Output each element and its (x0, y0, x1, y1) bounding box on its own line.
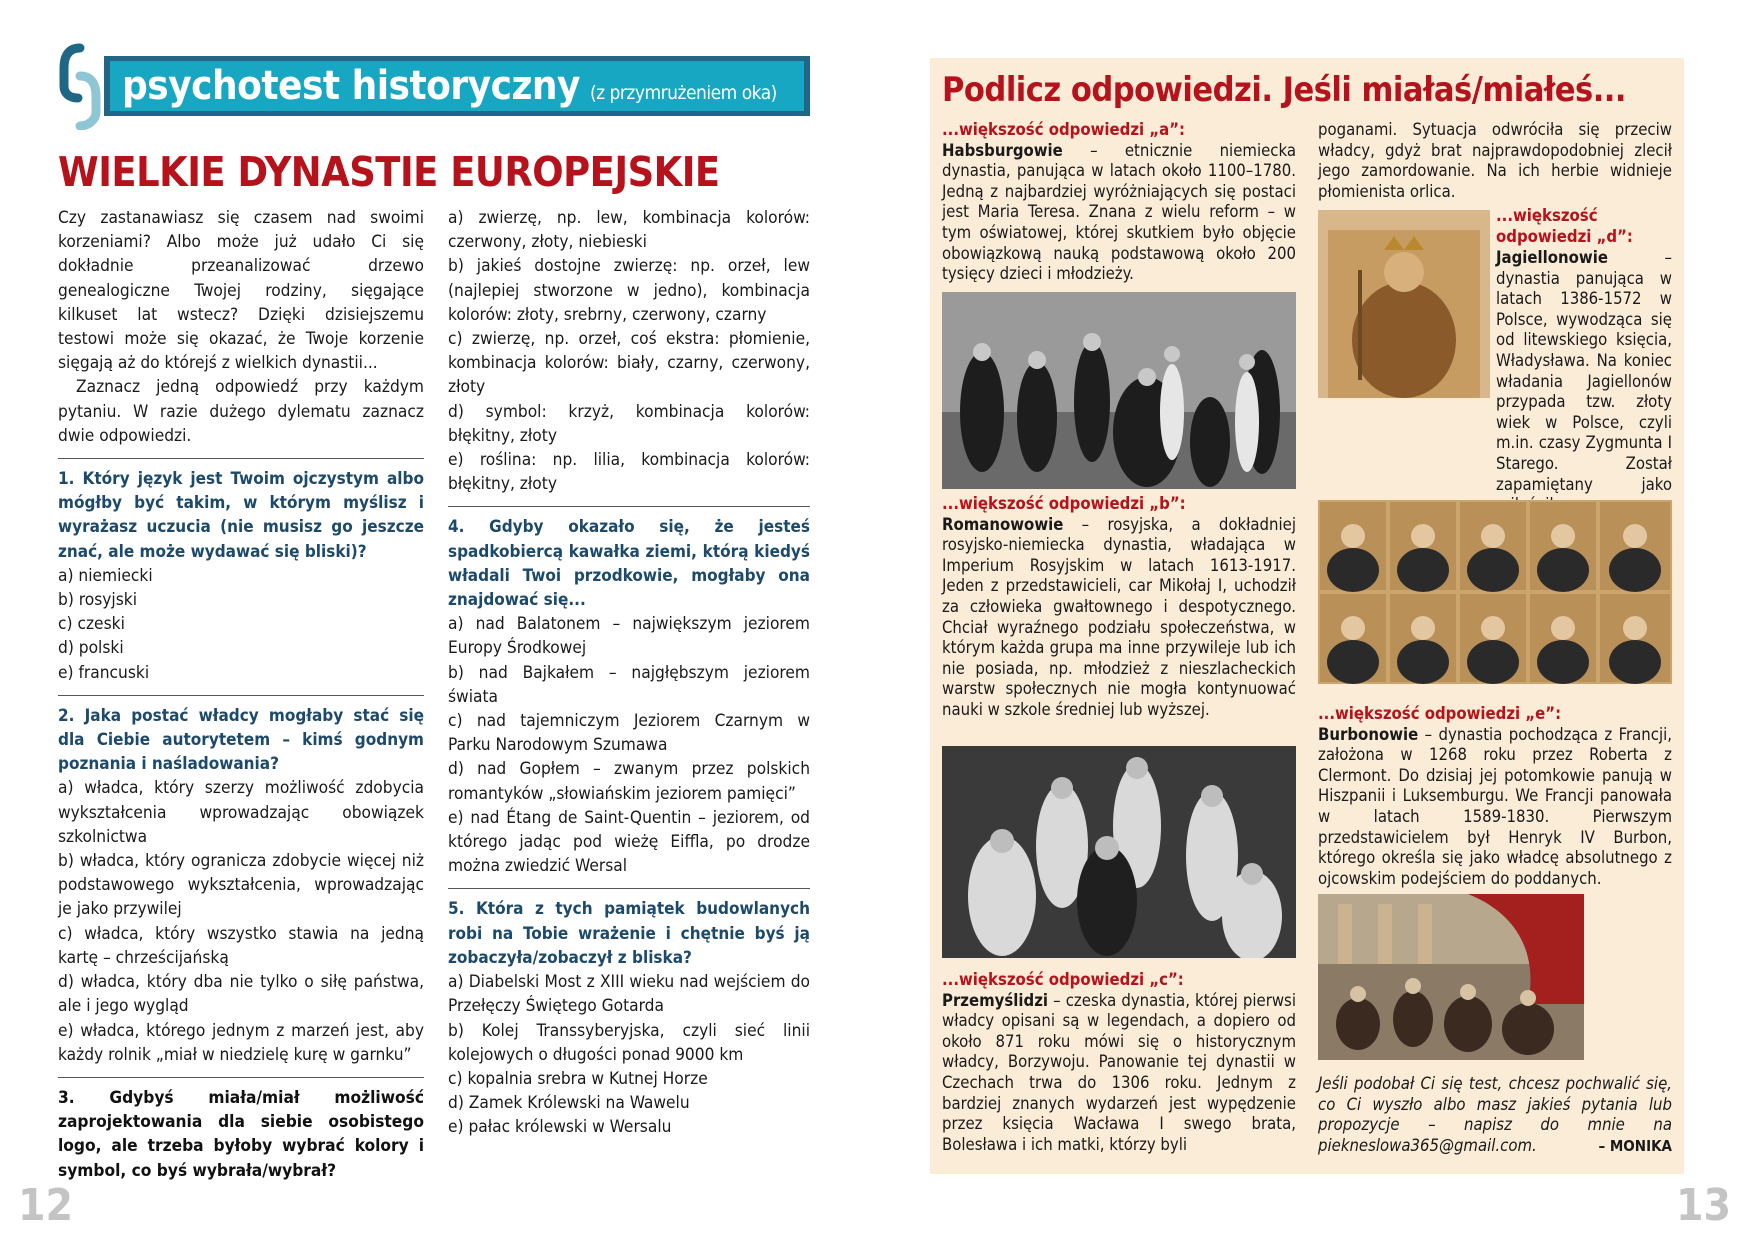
q1-answer-e: e) francuski (58, 662, 150, 683)
q3-answer-e: e) roślina: np. lilia, kombinacja kolorów: błękitny, złoty (448, 450, 810, 495)
answer-e-heading: ...większość odpowiedzi „e”: (1318, 704, 1562, 723)
dynasty-romanov: Romanowowie (942, 514, 1064, 534)
q4-answer-a: a) nad Balatonem – największym jeziorem Europy Środkowej (448, 614, 810, 659)
page-title: WIELKIE DYNASTIE EUROPEJSKIE (58, 148, 720, 196)
question-3: 3. Gdybyś miała/miał możliwość zaprojektowania dla siebie osobistego logo, ale trzeba byłoby wybrać kolory i symbol, co byś wybrała/wybrał? (58, 1087, 424, 1181)
q5-answer-e: e) pałac królewski w Wersalu (448, 1117, 672, 1138)
q5-answer-a: a) Diabelski Most z XIII wieku nad wejściem do Przełęczy Świętego Gotarda (448, 972, 810, 1017)
page-number-right: 13 (1676, 1180, 1732, 1231)
page-number-left: 12 (18, 1180, 74, 1231)
answer-d-heading: ...większość odpowiedzi „d”: (1496, 206, 1633, 246)
answer-a-text: Habsburgowie – etnicznie niemiecka dynastia, panująca w latach około 1100–1780. Jedną z najbardziej wyróżniających się postaci jest Maria Teresa. Znana z wielu reform – w tym oświatowej, której skutkiem było objęcie obowiązkową nauką podstawową około 200 tysięcy dzieci i młodzieży. (942, 140, 1296, 284)
section-header-subtitle: (z przymrużeniem oka) (589, 82, 777, 104)
q4-answer-c: c) nad tajemniczym Jeziorem Czarnym w Parku Narodowym Szumawa (448, 711, 810, 756)
q2-answer-c: c) władca, który wszystko stawia na jedną kartę – chrześcijańską (58, 923, 424, 968)
divider (448, 506, 810, 507)
magazine-logo-icon (58, 42, 102, 130)
dynasty-jagiellon: Jagiellonowie (1496, 248, 1608, 267)
divider (58, 458, 424, 459)
answers-column-1 (942, 120, 1296, 285)
q1-answer-c: c) czeski (58, 614, 125, 635)
intro-paragraph-2: Zaznacz jedną odpowiedź przy każdym pytaniu. W razie dużego dylematu zaznacz dwie odpowiedzi. (58, 377, 424, 446)
q2-answer-b: b) władca, który ogranicza zdobycie więcej niż podstawowego wykształcenia, wprowadzając je jako przywilej (58, 851, 424, 920)
q4-answer-b: b) nad Bajkałem – najgłębszym jeziorem świata (448, 662, 810, 707)
answer-c-heading: ...większość odpowiedzi „c”: (942, 970, 1184, 989)
q1-answer-d: d) polski (58, 638, 124, 659)
q2-answer-a: a) władca, który szerzy możliwość zdobycia wykształcenia wprowadzając obowiązek szkolnictwa (58, 778, 424, 847)
romanov-family-photo (942, 746, 1296, 958)
q3-answer-a: a) zwierzę, np. lew, kombinacja kolorów: czerwony, złoty, niebieski (448, 208, 810, 253)
question-2: 2. Jaka postać władcy mogłaby stać się dla Ciebie autorytetem – kimś godnym poznania i naśladowania? (58, 705, 424, 775)
footer-note (1318, 1074, 1672, 1157)
q3-answer-b: b) jakieś dostojne zwierzę: np. orzeł, lew (najlepiej stworzone w jedno), kombinacja kolorów: złoty, srebrny, czerwony, czarny (448, 256, 810, 325)
q4-answer-d: d) nad Gopłem – zwanym przez polskich romantyków „słowiańskim jeziorem pamięci” (448, 759, 810, 804)
habsburg-family-photo (942, 292, 1296, 489)
q5-answer-d: d) Zamek Królewski na Wawelu (448, 1093, 690, 1114)
answers-column-1c (942, 970, 1296, 1155)
q5-answer-b: b) Kolej Transsyberyjska, czyli sieć linii kolejowych o długości ponad 9000 km (448, 1020, 810, 1065)
answer-b-text: Romanowowie – rosyjska, a dokładniej rosyjsko-niemiecka dynastia, władająca w Imperium Rosyjskim w latach 1613-1917. Jeden z przedstawicieli, car Mikołaj I, uchodził za człowieka gwałtownego i despotycznego. Chciał wyraźnego podziału społeczeństwa, w którym każda grupa ma inne przywileje lub ich nie posiada, np. młodzież z nieszlacheckich warstw społecznych nie mogła kontynuować nauki w szkole średniej lub wyższej. (942, 514, 1296, 719)
q2-answer-e: e) władca, którego jednym z marzeń jest, aby każdy rolnik „miał w niedzielę kurę w garnku” (58, 1020, 424, 1065)
answer-a-heading: ...większość odpowiedzi „a”: (942, 120, 1185, 139)
dynasty-habsburg: Habsburgowie (942, 140, 1063, 160)
answers-column-2b (1496, 206, 1672, 247)
q1-answer-b: b) rosyjski (58, 590, 138, 611)
bourbon-court-painting (1318, 894, 1584, 1060)
divider (58, 695, 424, 696)
dynasty-przemyslid: Przemyślidzi (942, 990, 1049, 1010)
divider (58, 1077, 424, 1078)
author-signature: – MONIKA (1598, 1137, 1672, 1156)
jagiellon-portraits-grid (1318, 500, 1672, 684)
divider (448, 888, 810, 889)
answer-d-text: Jagiellonowie – dynastia panująca w latach 1386-1572 w Polsce, wywodząca się od litewskiego księcia, Władysława. Na koniec władania Jagiellonów przypada tzw. złoty wiek w Polsce, czyli m.in. czasy Zygmunta I Starego. Został zapamiętany jako (1496, 248, 1672, 494)
answers-title: Podlicz odpowiedzi. Jeśli miałaś/miałeś... (942, 70, 1627, 110)
question-5: 5. Która z tych pamiątek budowlanych robi na Tobie wrażenie i chętnie byś ją zobaczyła/zobaczył z bliska? (448, 899, 810, 968)
intro-paragraph-1: Czy zastanawiasz się czasem nad swoimi korzeniami? Albo może już udało Ci się dokładnie przeanalizować drzewo genealogiczne Twojej rodziny, sięgające kilkuset lat wstecz? Dzięki dzisiejszemu testowi może się okazać, że Twoje korzenie sięgają aż do którejś z wielkich dynastii... (58, 208, 424, 374)
answers-column-2 (1318, 120, 1672, 202)
q4-answer-e: e) nad Étang de Saint-Quentin – jeziorem, od którego jadąc pod wieżę Eiffla, po drodze można zwiedzić Wersal (448, 807, 810, 877)
footer-text: Jeśli podobał Ci się test, chcesz pochwalić się, co Ci wyszło albo masz jakieś pytania lub propozycje – napisz do mnie na piekneslowa365@gmail.com. (1318, 1074, 1672, 1155)
section-header-title: psychotest historyczny (z przymrużeniem oka) (122, 63, 777, 109)
answer-e-text: Burbonowie – dynastia pochodząca z Francji, założona w 1268 roku przez Roberta z Clermont. Do dzisiaj jej potomkowie panują w Hiszpanii i Luksemburgu. We Francji panowała w latach 1589-1830. Pierwszym przedstawicielem był Henryk IV Burbon, którego określa się jako władcę absolutnego z ojcowskim podejściem do poddanych. (1318, 724, 1672, 888)
question-1: 1. Który język jest Twoim ojczystym albo mógłby być takim, w którym myślisz i wyrażasz uczucia (nie musisz go jeszcze znać, ale może wydawać się bliski)? (58, 469, 424, 562)
dynasty-bourbon: Burbonowie (1318, 724, 1419, 744)
q3-answer-c: c) zwierzę, np. orzeł, coś ekstra: płomienie, kombinacja kolorów: biały, czarny, czerwony, złoty (448, 329, 810, 398)
answers-column-2d (1318, 704, 1672, 889)
q1-answer-a: a) niemiecki (58, 565, 153, 586)
section-header-band (104, 56, 810, 116)
answer-b-heading: ...większość odpowiedzi „b”: (942, 494, 1186, 513)
answer-c-text: Przemyślidzi – czeska dynastia, której pierwsi władcy opisani są w legendach, a dopiero od około 871 roku mówi się o historycznym władcy, Borzywoju. Panowanie tej dynastii w Czechach trwa do 1306 roku. Jednym z bardziej znanych wydarzeń jest wypędzenie przez księcia Wacława I swego brata, Bolesława i ich matki, którzy byli (942, 990, 1296, 1154)
question-4: 4. Gdyby okazało się, że jesteś spadkobiercą kawałka ziemi, którą kiedyś władali Twoi przodkowie, mogłaby ona znajdować się... (448, 517, 810, 611)
answers-column-1b (942, 494, 1296, 721)
q5-answer-c: c) kopalnia srebra w Kutnej Horze (448, 1068, 708, 1089)
q3-answer-d: d) symbol: krzyż, kombinacja kolorów: błękitny, złoty (448, 401, 810, 446)
left-column-1 (58, 206, 424, 1183)
q2-answer-d: d) władca, który dba nie tylko o siłę państwa, ale i jego wygląd (58, 972, 424, 1017)
answer-c-continued: poganami. Sytuacja odwróciła się przeciw władcy, gdyż brat najprawdopodobniej zlecił jego zamordowanie. Na ich herbie widnieje płomienista orlica. (1318, 120, 1672, 201)
left-column-2 (448, 206, 810, 1140)
